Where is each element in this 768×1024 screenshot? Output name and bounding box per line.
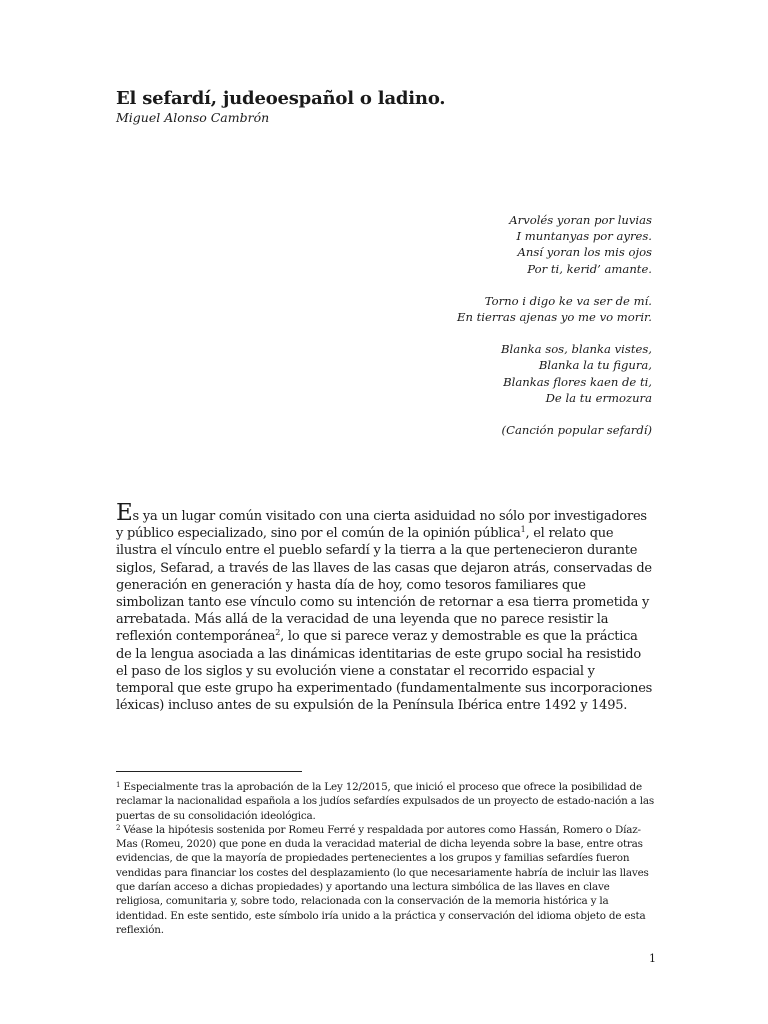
footnote-number: 2 bbox=[116, 823, 121, 832]
author-name: Miguel Alonso Cambrón bbox=[116, 110, 270, 125]
body-paragraph bbox=[116, 500, 656, 714]
poem-line: Por ti, kerid’ amante. bbox=[527, 261, 652, 276]
footnote-text: Especialmente tras la aprobación de la Ley 12/2015, que inició el proceso que ofrece la posibilidad de reclamar la nacionalidad española a los judíos sefardíes expulsados de un proyecto de estado-nación a las puertas de su consolidación ideológica. bbox=[116, 781, 655, 822]
footnote bbox=[116, 780, 656, 823]
footnotes bbox=[116, 780, 656, 937]
poem-line: Torno i digo ke va ser de mí. bbox=[484, 293, 652, 308]
drop-cap: E bbox=[116, 500, 133, 526]
footnote-divider bbox=[116, 771, 302, 772]
poem-stanza bbox=[252, 293, 652, 325]
document-title: El sefardí, judeoespañol o ladino. bbox=[116, 88, 446, 109]
body-text-segment: s ya un lugar común visitado con una cierta asiduidad no sólo por investigadores y público especializado, sino por el común de la opinión pública bbox=[116, 509, 647, 542]
footnote-ref-1[interactable]: 1 bbox=[520, 525, 526, 535]
poem-stanza bbox=[252, 212, 652, 277]
poem-line: Blanka la tu figura, bbox=[538, 358, 652, 373]
poem-line: Ansí yoran los mis ojos bbox=[517, 245, 652, 260]
poem-stanza bbox=[252, 341, 652, 406]
page-number: 1 bbox=[649, 952, 656, 965]
poem-line: Arvolés yoran por luvias bbox=[509, 213, 652, 227]
poem-line: De la tu ermozura bbox=[545, 390, 652, 405]
epigraph-poem bbox=[252, 212, 652, 438]
poem-line: I muntanyas por ayres. bbox=[516, 229, 652, 244]
poem-line: Blankas flores kaen de ti, bbox=[503, 374, 652, 389]
body-text-segment: , lo que si parece veraz y demostrable es que la práctica de la lengua asociada a las dinámicas identitarias de este grupo social ha resistido el paso de los siglos y su evolución viene a constatar el recorrido espacial y temporal que este grupo ha experimentado (fundamentalmente sus incorporaciones léxicas) incluso antes de su expulsión de la Península Ibérica entre 1492 y 1495. bbox=[116, 629, 653, 714]
poem-line: Blanka sos, blanka vistes, bbox=[501, 342, 652, 357]
poem-line: En tierras ajenas yo me vo morir. bbox=[456, 310, 652, 325]
footnote-text: Véase la hipótesis sostenida por Romeu Ferré y respaldada por autores como Hassán, Romero o Díaz-Mas (Romeu, 2020) que pone en duda la veracidad material de dicha leyenda sobre la base, entre otras evidencias, de que la mayoría de propiedades pertenecientes a los grupos y familias sefardíes fueron vendidas para financiar los costes del desplazamiento (lo que necesariamente habría de incluir las llaves que darían acceso a dichas propiedades) y aportando una lectura simbólica de las llaves en clave religiosa, comunitaria y, sobre todo, relacionada con la conservación de la memoria histórica y la identidad. En este sentido, este símbolo iría unido a la práctica y conservación del idioma objeto de esta reflexión. bbox=[116, 823, 649, 936]
poem-source: (Canción popular sefardí) bbox=[501, 423, 652, 438]
footnote-ref-2[interactable]: 2 bbox=[275, 628, 281, 638]
footnote bbox=[116, 823, 656, 937]
body-text-segment: , el relato que ilustra el vínculo entre el pueblo sefardí y la tierra a la que pertenecieron durante siglos, Sefarad, a través de las llaves de las casas que dejaron atrás, conservadas de generación en generación y hasta día de hoy, como tesoros familiares que simbolizan tanto ese vínculo como su intención de retornar a esa tierra prometida y arrebatada. Más allá de la veracidad de una leyenda que no parece resistir la reflexión contemporánea bbox=[116, 526, 652, 645]
footnote-number: 1 bbox=[116, 781, 121, 789]
